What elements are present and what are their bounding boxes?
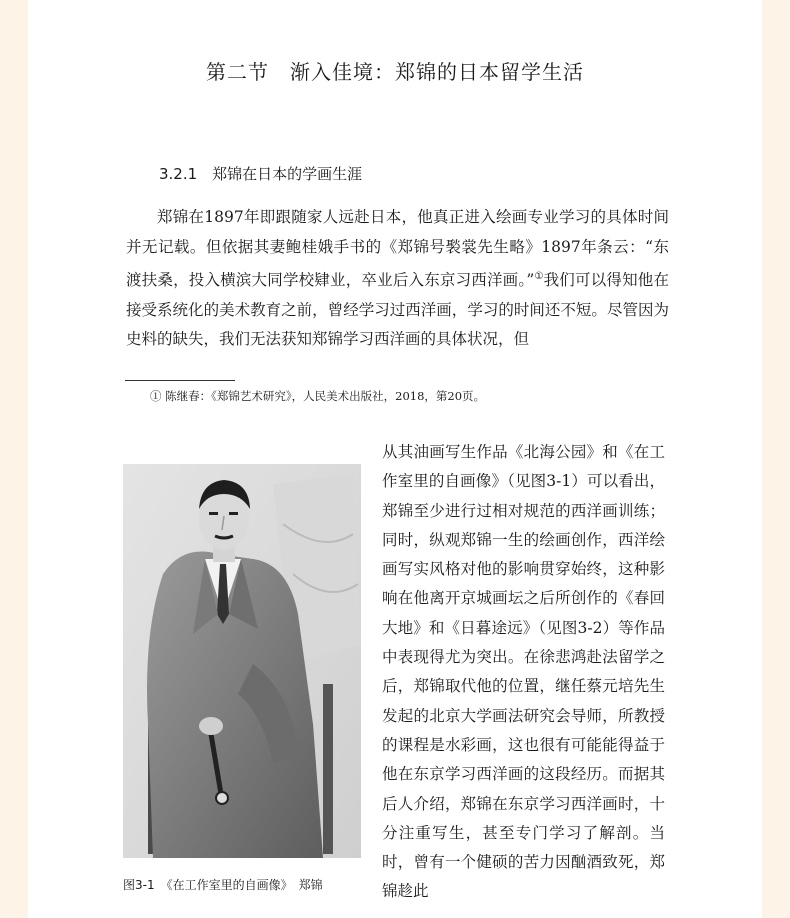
main-text-after-note: 我们可以得知他在接受系统化的美术教育之前，曾经学习过西洋画，学习的时间还不短。尽管因为史料的缺失，我们无法获知郑锦学习西洋画的具体状况，但 (126, 271, 669, 349)
section-title: 第二节 渐入佳境：郑锦的日本留学生活 (206, 60, 584, 84)
footnote-text: ① 陈继春：《郑锦艺术研究》，人民美术出版社，2018，第20页。 (150, 389, 486, 403)
side-paragraph: 从其油画写生作品《北海公园》和《在工作室里的自画像》（见图3-1）可以看出，郑锦至少进行过相对规范的西洋画训练；同时，纵观郑锦一生的绘画创作，西洋绘画写实风格对他的影响贯穿始终，这种影响在他离开京城画坛之后所创作的《春回大地》和《日暮途远》（见图3-2）等作品中表现得尤为突出。在徐悲鸿赴法留学之后，郑锦取代他的位置，继任蔡元培先生发起的北京大学画法研究会导师，所教授的课程是水彩画，这也很有可能能得益于他在东京学习西洋画的这段经历。而据其后人介绍，郑锦在东京学习西洋画时，十分注重写生，甚至专门学习了解剖。当时，曾有一个健硕的苦力因酗酒致死，郑锦趁此 (382, 443, 665, 901)
self-portrait-figure (123, 464, 361, 858)
section-subheading: 3.2.1 郑锦在日本的学画生涯 (159, 165, 363, 183)
figure-caption: 图3-1 《在工作室里的自画像》 郑锦 (123, 878, 323, 892)
footnote-divider (125, 380, 235, 381)
book-page (28, 0, 762, 918)
portrait-illustration (123, 464, 361, 858)
main-paragraph (126, 203, 669, 355)
main-paragraph-text (126, 203, 669, 355)
main-text-before-note: 郑锦在1897年即跟随家人远赴日本，他真正进入绘画专业学习的具体时间并无记载。但依据其妻鲍桂娥手书的《郑锦号褧裳先生略》1897年条云：“东渡扶桑，投入横滨大同学校肄业，卒业后入东京习西洋画。” (126, 208, 669, 290)
footnote-marker: ① (534, 271, 544, 282)
